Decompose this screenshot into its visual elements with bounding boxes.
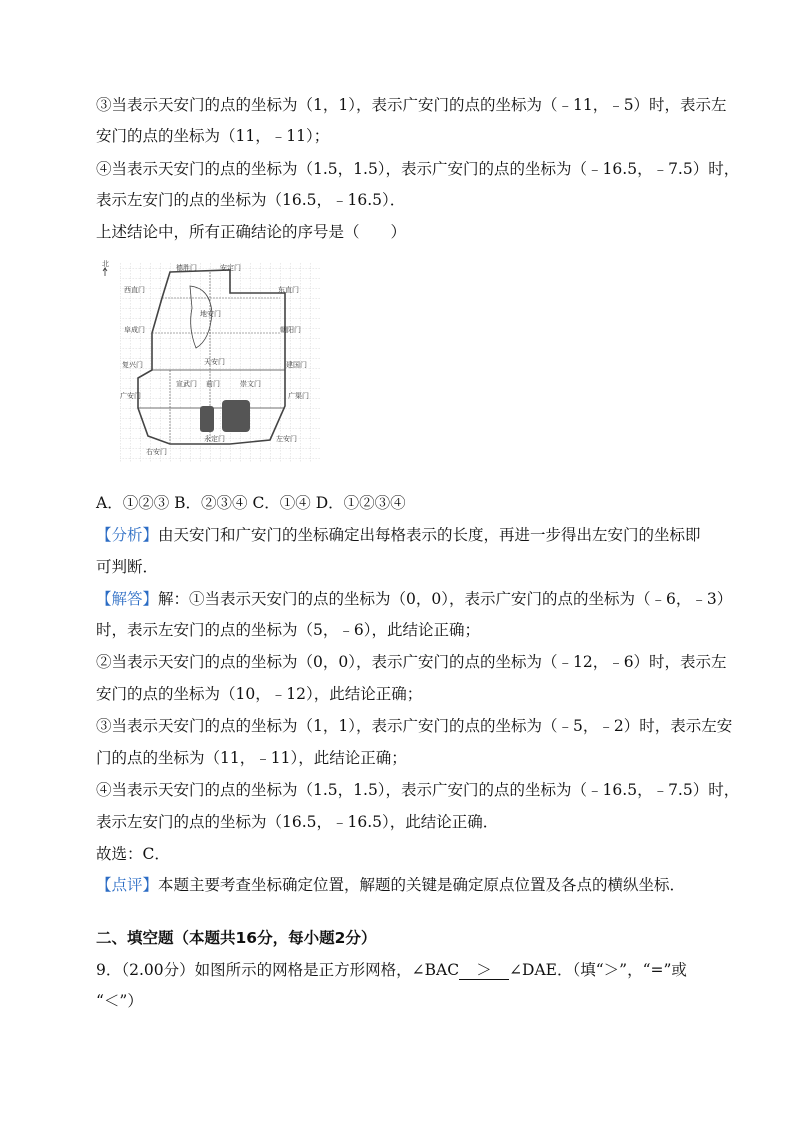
statement-4-line-2: 表示左安门的点的坐标为（16.5，﹣16.5）． bbox=[96, 191, 406, 209]
analysis-tag: 【分析】 bbox=[96, 526, 159, 544]
label-chongwenmen: 崇文门 bbox=[240, 380, 261, 388]
label-tiananmen: 天安门 bbox=[204, 358, 225, 366]
label-qianmen: 前门 bbox=[206, 380, 220, 388]
analysis-line-2: 可判断． bbox=[96, 558, 159, 576]
solution-line-1 bbox=[96, 588, 732, 610]
solution-line-9: 故选：C． bbox=[96, 845, 170, 863]
label-fuchengmen: 阜成门 bbox=[124, 326, 145, 334]
statement-3-line-2: 安门的点的坐标为（11，﹣11）； bbox=[96, 127, 330, 145]
building-right bbox=[222, 400, 250, 432]
label-zuoanmen: 左安门 bbox=[276, 435, 297, 443]
comment-text: 本题主要考查坐标确定位置，解题的关键是确定原点位置及各点的横纵坐标． bbox=[158, 876, 686, 894]
q9-answer-blank: ＞ bbox=[459, 961, 509, 980]
question-9-line-1 bbox=[96, 959, 687, 981]
analysis-text: 由天安门和广安门的坐标确定出每格表示的长度，再进一步得出左安门的坐标即 bbox=[158, 526, 701, 544]
solution-line-7: ④当表示天安门的点的坐标为（1.5，1.5），表示广安门的点的坐标为（﹣16.5，﹣7.5）时， bbox=[96, 781, 740, 799]
label-zhongshan: 地安门 bbox=[200, 310, 221, 318]
label-jianguomen: 建国门 bbox=[286, 361, 307, 369]
q9-prefix: 9．（2.00分）如图所示的网格是正方形网格，∠BAC bbox=[96, 961, 460, 979]
label-youanmen: 右安门 bbox=[146, 448, 167, 456]
label-xizhimen: 西直门 bbox=[124, 286, 145, 294]
north-arrow bbox=[103, 268, 107, 276]
label-fuxingmen: 复兴门 bbox=[122, 361, 143, 369]
label-dongzhimen: 东直门 bbox=[278, 286, 299, 294]
answer-options: A．①②③ B．②③④ C．①④ D．①②③④ bbox=[96, 494, 406, 512]
statement-4-line-1: ④当表示天安门的点的坐标为（1.5，1.5），表示广安门的点的坐标为（﹣16.5，﹣7.5）时， bbox=[96, 160, 740, 178]
solution-text: 解：①当表示天安门的点的坐标为（0，0），表示广安门的点的坐标为（﹣6，﹣3） bbox=[158, 590, 733, 608]
label-deshengmen: 德胜门 bbox=[176, 264, 197, 272]
comment-line bbox=[96, 874, 685, 896]
statement-3-line-1: ③当表示天安门的点的坐标为（1，1），表示广安门的点的坐标为（﹣11，﹣5）时，表示左 bbox=[96, 96, 727, 114]
label-guangqumen: 广渠门 bbox=[288, 392, 309, 400]
label-xuanwumen: 宣武门 bbox=[176, 380, 197, 388]
solution-line-3: ②当表示天安门的点的坐标为（0，0），表示广安门的点的坐标为（﹣12，﹣6）时，表示左 bbox=[96, 653, 727, 671]
q9-suffix: ∠DAE．（填“＞”，“=”或 bbox=[509, 961, 687, 979]
comment-tag: 【点评】 bbox=[96, 876, 159, 894]
analysis-line-1 bbox=[96, 524, 701, 546]
solution-line-4: 安门的点的坐标为（10，﹣12），此结论正确； bbox=[96, 685, 423, 703]
solution-line-5: ③当表示天安门的点的坐标为（1，1），表示广安门的点的坐标为（﹣5，﹣2）时，表示左安 bbox=[96, 717, 733, 735]
beijing-gates-map-figure bbox=[100, 258, 322, 466]
building-left bbox=[200, 406, 214, 432]
solution-line-6: 门的点的坐标为（11，﹣11），此结论正确； bbox=[96, 749, 407, 767]
label-guanganmen: 广安门 bbox=[120, 392, 141, 400]
label-chaoyangmen: 朝阳门 bbox=[280, 326, 301, 334]
solution-line-8: 表示左安门的点的坐标为（16.5，﹣16.5），此结论正确． bbox=[96, 813, 499, 831]
question-9-line-2: “＜”） bbox=[96, 992, 143, 1010]
section-2-heading: 二、填空题（本题共16分，每小题2分） bbox=[96, 929, 377, 947]
solution-line-2: 时，表示左安门的点的坐标为（5，﹣6），此结论正确； bbox=[96, 621, 480, 639]
north-label: 北 bbox=[102, 260, 109, 268]
question-prompt: 上述结论中，所有正确结论的序号是（ ） bbox=[96, 223, 407, 241]
label-andingmen: 安定门 bbox=[220, 264, 241, 272]
label-yongdingmen: 永定门 bbox=[204, 435, 225, 443]
solution-tag: 【解答】 bbox=[96, 590, 159, 608]
